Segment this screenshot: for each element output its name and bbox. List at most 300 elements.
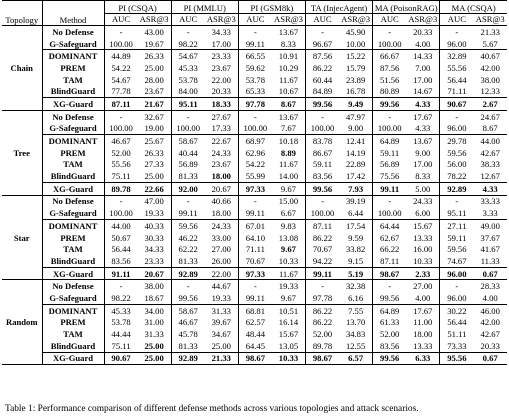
asr-cell: 31.33 <box>205 304 239 316</box>
asr-cell: 3.33 <box>473 207 507 219</box>
header-group: PI (CSQA) <box>104 1 171 14</box>
asr-cell: 23.33 <box>138 255 172 267</box>
auc-cell: 59.11 <box>447 232 467 243</box>
auc-cell: 62.57 <box>245 317 266 328</box>
auc-cell: - <box>186 196 190 207</box>
auc-cell: 45.33 <box>178 62 198 73</box>
auc-cell: 97.33 <box>238 182 272 195</box>
asr-cell: 23.67 <box>138 85 172 97</box>
asr-cell: 16.78 <box>339 85 373 97</box>
method-name: TAM <box>42 74 104 86</box>
asr-cell: 20.33 <box>205 85 239 97</box>
asr-cell: 10.33 <box>272 255 306 267</box>
auc-cell: 56.44 <box>447 317 467 328</box>
method-name: XG-Guard <box>42 267 104 280</box>
auc-cell: 99.11 <box>306 267 340 280</box>
asr-cell: 12.67 <box>473 170 507 182</box>
auc-cell: 44.00 <box>111 220 131 231</box>
asr-cell: 25.67 <box>138 135 172 147</box>
asr-cell: 41.67 <box>480 244 500 255</box>
auc-cell: 92.89 <box>171 267 205 280</box>
asr-cell: 12.55 <box>339 340 373 352</box>
auc-cell: 98.67 <box>306 352 340 365</box>
asr-cell: 6.16 <box>339 292 373 304</box>
asr-cell: 9.00 <box>339 123 373 135</box>
method-name: XG-Guard <box>42 98 104 111</box>
auc-cell: 84.89 <box>306 85 340 97</box>
auc-cell: 64.89 <box>380 136 400 147</box>
asr-cell: 47.97 <box>339 110 373 122</box>
method-name: BlindGuard <box>42 85 104 97</box>
header-auc: AUC <box>447 14 466 24</box>
auc-cell: 96.00 <box>440 267 474 280</box>
table-row <box>2 123 507 135</box>
auc-cell: 59.56 <box>447 147 467 158</box>
asr-cell: 24.33 <box>205 147 239 159</box>
table-row <box>2 62 507 74</box>
auc-cell: 66.22 <box>380 244 400 255</box>
table-row <box>2 74 507 86</box>
asr-cell: 24.33 <box>205 220 239 232</box>
header-asr: ASR@3 <box>406 14 440 26</box>
table-row <box>2 317 507 329</box>
asr-cell: 42.00 <box>480 62 500 73</box>
asr-cell: 44.00 <box>480 136 500 147</box>
auc-cell: 99.11 <box>238 292 272 304</box>
auc-cell: 65.33 <box>238 85 272 97</box>
auc-cell: - <box>455 281 459 292</box>
auc-cell: 51.56 <box>380 74 400 85</box>
asr-cell: 45.90 <box>339 26 373 38</box>
auc-cell: 53.78 <box>111 317 131 328</box>
table-row <box>2 292 507 304</box>
auc-cell: 58.67 <box>178 136 198 147</box>
table-row <box>2 147 507 159</box>
asr-cell: 20.67 <box>205 182 239 195</box>
method-name: TAM <box>42 243 104 255</box>
auc-cell: - <box>388 26 392 37</box>
auc-cell: 71.11 <box>440 85 474 97</box>
auc-cell: 99.56 <box>373 352 407 365</box>
asr-cell: 43.00 <box>138 26 172 38</box>
asr-cell: 18.00 <box>205 170 239 182</box>
asr-cell: 28.33 <box>480 281 500 292</box>
auc-cell: 64.89 <box>380 305 400 316</box>
asr-cell: 19.00 <box>138 123 172 135</box>
asr-cell: 11.67 <box>272 267 306 280</box>
asr-cell: 5.67 <box>473 38 507 50</box>
auc-cell: 99.11 <box>171 207 205 219</box>
method-name: G-Safeguard <box>42 38 104 50</box>
asr-cell: 4.00 <box>473 292 507 304</box>
auc-cell: 99.56 <box>171 292 205 304</box>
header-auc: AUC <box>179 14 198 24</box>
table-row <box>2 267 507 280</box>
auc-cell: 52.00 <box>312 329 333 340</box>
asr-cell: 20.67 <box>138 267 172 280</box>
table-row <box>2 340 507 352</box>
asr-cell: 11.33 <box>473 255 507 267</box>
asr-cell: 25.00 <box>138 352 172 365</box>
asr-cell: 16.00 <box>406 243 440 255</box>
topology-label: Star <box>2 195 42 280</box>
auc-cell: - <box>119 111 123 122</box>
asr-cell: 25.00 <box>138 170 172 182</box>
asr-cell: 17.00 <box>205 38 239 50</box>
asr-cell: 5.00 <box>406 182 440 195</box>
auc-cell: 54.22 <box>245 159 266 170</box>
header-asr: ASR@3 <box>339 14 373 26</box>
asr-cell: 42.67 <box>480 147 500 158</box>
asr-cell: 6.67 <box>272 207 306 219</box>
asr-cell: 31.33 <box>138 328 172 340</box>
method-name: No Defense <box>42 280 104 292</box>
table-row <box>2 135 507 147</box>
method-name: G-Safeguard <box>42 123 104 135</box>
header-asr: ASR@3 <box>205 14 239 26</box>
auc-cell: 87.11 <box>104 98 138 111</box>
asr-cell: 33.33 <box>480 196 500 207</box>
asr-cell: 13.70 <box>339 317 373 329</box>
asr-cell: 7.00 <box>406 62 440 74</box>
auc-cell: 81.33 <box>171 170 205 182</box>
auc-cell: 87.56 <box>380 62 400 73</box>
asr-cell: 38.00 <box>480 74 500 85</box>
auc-cell: 100.00 <box>373 123 407 135</box>
auc-cell: 80.89 <box>373 85 407 97</box>
asr-cell: 38.00 <box>138 280 172 292</box>
method-name: BlindGuard <box>42 170 104 182</box>
asr-cell: 13.08 <box>272 232 306 244</box>
auc-cell: 97.33 <box>238 267 272 280</box>
table-row <box>2 98 507 111</box>
asr-cell: 30.33 <box>138 232 172 244</box>
header-group: PI (GSM8k) <box>238 1 305 14</box>
asr-cell: 17.00 <box>406 159 440 171</box>
auc-cell: 61.33 <box>380 317 400 328</box>
auc-cell: 54.67 <box>111 74 131 85</box>
auc-cell: - <box>321 281 324 292</box>
auc-cell: 96.00 <box>440 123 474 135</box>
auc-cell: - <box>186 281 190 292</box>
auc-cell: 90.67 <box>104 352 138 365</box>
auc-cell: - <box>321 196 324 207</box>
asr-cell: 14.19 <box>339 147 373 159</box>
topology-label: Random <box>2 280 42 365</box>
auc-cell: - <box>321 26 324 37</box>
auc-cell: 64.10 <box>245 232 266 243</box>
asr-cell: 17.54 <box>339 220 373 232</box>
asr-cell: 7.67 <box>272 123 306 135</box>
auc-cell: 70.67 <box>312 244 333 255</box>
asr-cell: 15.00 <box>272 195 306 207</box>
asr-cell: 22.00 <box>205 267 239 280</box>
asr-cell: 18.33 <box>205 98 239 111</box>
asr-cell: 44.67 <box>205 280 239 292</box>
asr-cell: 34.83 <box>339 328 373 340</box>
table-row <box>2 110 507 122</box>
asr-cell: 4.33 <box>473 182 507 195</box>
asr-cell: 13.05 <box>272 340 306 352</box>
asr-cell: 5.19 <box>339 267 373 280</box>
auc-cell: 55.99 <box>238 170 272 182</box>
auc-cell: - <box>119 281 123 292</box>
asr-cell: 8.67 <box>272 98 306 111</box>
auc-cell: 59.11 <box>313 159 333 170</box>
asr-cell: 4.00 <box>406 292 440 304</box>
asr-cell: 47.00 <box>138 195 172 207</box>
auc-cell: 60.44 <box>312 74 333 85</box>
asr-cell: 19.67 <box>138 38 172 50</box>
header-auc: AUC <box>111 14 131 24</box>
auc-cell: 51.11 <box>447 329 467 340</box>
table-row <box>2 50 507 62</box>
table-row <box>2 232 507 244</box>
topology-label: Chain <box>2 26 42 111</box>
table-row <box>2 328 507 340</box>
method-name: No Defense <box>42 110 104 122</box>
asr-cell: 2.33 <box>406 267 440 280</box>
auc-cell: 40.44 <box>178 147 198 158</box>
asr-cell: 9.49 <box>339 98 373 111</box>
asr-cell: 11.67 <box>272 159 306 171</box>
auc-cell: 64.44 <box>380 220 400 231</box>
auc-cell: 97.78 <box>306 292 340 304</box>
asr-cell: 14.33 <box>406 50 440 62</box>
asr-cell: 33.82 <box>339 243 373 255</box>
auc-cell: 95.56 <box>440 352 474 365</box>
asr-cell: 17.42 <box>339 170 373 182</box>
header-group: MA (CSQA) <box>440 1 507 14</box>
asr-cell: 9.00 <box>406 147 440 159</box>
asr-cell: 10.91 <box>272 50 306 62</box>
auc-cell: 99.11 <box>238 207 272 219</box>
auc-cell: 94.22 <box>306 255 340 267</box>
asr-cell: 32.67 <box>138 110 172 122</box>
auc-cell: 73.33 <box>440 340 474 352</box>
auc-cell: 67.01 <box>245 220 266 231</box>
auc-cell: - <box>119 26 123 37</box>
method-name: G-Safeguard <box>42 292 104 304</box>
asr-cell: 31.00 <box>138 317 172 329</box>
header-asr: ASR@3 <box>272 14 306 26</box>
asr-cell: 17.33 <box>205 123 239 135</box>
header-group: MA (PoisonRAG) <box>373 1 440 14</box>
auc-cell: 92.89 <box>171 352 205 365</box>
auc-cell: 29.78 <box>447 136 467 147</box>
auc-cell: 100.00 <box>373 38 407 50</box>
auc-cell: 100.00 <box>104 38 138 50</box>
method-name: No Defense <box>42 26 104 38</box>
asr-cell: 40.33 <box>138 220 172 232</box>
auc-cell: - <box>321 111 324 122</box>
asr-cell: 26.00 <box>205 255 239 267</box>
asr-cell: 22.00 <box>205 74 239 86</box>
asr-cell: 15.67 <box>406 220 440 232</box>
auc-cell: 83.56 <box>104 255 138 267</box>
auc-cell: 46.67 <box>178 317 198 328</box>
asr-cell: 10.00 <box>339 38 373 50</box>
asr-cell: 9.67 <box>272 292 306 304</box>
asr-cell: 9.67 <box>272 182 306 195</box>
asr-cell: 10.33 <box>272 352 306 365</box>
auc-cell: 55.56 <box>111 159 131 170</box>
asr-cell: 26.33 <box>138 50 172 62</box>
asr-cell: 49.00 <box>480 220 500 231</box>
auc-cell: 89.78 <box>104 182 138 195</box>
auc-cell: 44.89 <box>111 51 131 62</box>
auc-cell: 68.81 <box>245 305 266 316</box>
asr-cell: 20.33 <box>406 26 440 38</box>
asr-cell: 40.67 <box>480 51 500 62</box>
asr-cell: 24.67 <box>480 111 500 122</box>
header-method: Method <box>42 1 104 26</box>
auc-cell: - <box>388 196 392 207</box>
auc-cell: 59.62 <box>245 62 266 73</box>
auc-cell: 44.44 <box>111 329 131 340</box>
table-row <box>2 220 507 232</box>
auc-cell: 91.11 <box>104 267 138 280</box>
auc-cell: - <box>253 281 257 292</box>
auc-cell: 62.22 <box>178 244 198 255</box>
auc-cell: - <box>186 26 190 37</box>
asr-cell: 34.67 <box>205 328 239 340</box>
auc-cell: 75.11 <box>104 340 138 352</box>
auc-cell: 99.56 <box>373 292 407 304</box>
auc-cell: 98.67 <box>373 267 407 280</box>
auc-cell: 46.67 <box>111 136 131 147</box>
method-name: DOMINANT <box>42 304 104 316</box>
auc-cell: 59.11 <box>380 147 400 158</box>
asr-cell: 8.67 <box>473 123 507 135</box>
auc-cell: 99.11 <box>373 182 407 195</box>
auc-cell: 52.00 <box>380 329 400 340</box>
auc-cell: 100.00 <box>373 207 407 219</box>
asr-cell: 46.00 <box>480 305 500 316</box>
asr-cell: 0.67 <box>473 352 507 365</box>
asr-cell: 23.67 <box>205 62 239 74</box>
auc-cell: 95.11 <box>440 207 474 219</box>
table-row <box>2 280 507 292</box>
method-name: XG-Guard <box>42 182 104 195</box>
asr-cell: 34.33 <box>138 243 172 255</box>
asr-cell: 8.33 <box>272 38 306 50</box>
auc-cell: 75.56 <box>373 170 407 182</box>
method-name: PREM <box>42 62 104 74</box>
asr-cell: 25.00 <box>205 340 239 352</box>
auc-cell: 97.78 <box>238 98 272 111</box>
auc-cell: 100.00 <box>104 207 138 219</box>
auc-cell: 62.96 <box>245 147 266 158</box>
asr-cell: 16.14 <box>272 317 306 329</box>
asr-cell: 6.44 <box>339 207 373 219</box>
auc-cell: 100.00 <box>306 207 340 219</box>
asr-cell: 22.89 <box>339 159 373 171</box>
asr-cell: 9.59 <box>339 232 373 244</box>
auc-cell: 96.00 <box>440 292 474 304</box>
auc-cell: 100.00 <box>171 123 205 135</box>
auc-cell: 78.22 <box>440 170 474 182</box>
asr-cell: 10.33 <box>406 255 440 267</box>
asr-cell: 17.00 <box>406 74 440 86</box>
asr-cell: 40.66 <box>205 195 239 207</box>
header-asr: ASR@3 <box>138 14 172 26</box>
asr-cell: 34.33 <box>205 26 239 38</box>
auc-cell: 86.67 <box>312 147 333 158</box>
auc-cell: 95.11 <box>171 98 205 111</box>
asr-cell: 24.33 <box>406 195 440 207</box>
auc-cell: 86.22 <box>312 62 333 73</box>
header-auc: AUC <box>246 14 265 24</box>
auc-cell: 56.44 <box>111 244 131 255</box>
auc-cell: 66.55 <box>245 51 266 62</box>
auc-cell: 83.56 <box>373 340 407 352</box>
asr-cell: 18.67 <box>138 292 172 304</box>
auc-cell: 99.56 <box>373 98 407 111</box>
asr-cell: 13.33 <box>406 232 440 244</box>
auc-cell: - <box>119 196 123 207</box>
method-name: DOMINANT <box>42 50 104 62</box>
auc-cell: - <box>253 196 257 207</box>
asr-cell: 38.33 <box>480 159 500 170</box>
auc-cell: 48.44 <box>245 329 266 340</box>
method-name: PREM <box>42 317 104 329</box>
auc-cell: 96.00 <box>440 38 474 50</box>
table-row <box>2 182 507 195</box>
auc-cell: 98.22 <box>104 292 138 304</box>
asr-cell: 37.67 <box>480 232 500 243</box>
auc-cell: 56.89 <box>178 159 198 170</box>
auc-cell: 77.78 <box>104 85 138 97</box>
auc-cell: 68.97 <box>245 136 266 147</box>
table-row <box>2 243 507 255</box>
asr-cell: 13.33 <box>406 340 440 352</box>
auc-cell: - <box>455 26 459 37</box>
auc-cell: 92.00 <box>171 182 205 195</box>
auc-cell: 98.22 <box>171 38 205 50</box>
asr-cell: 6.33 <box>406 352 440 365</box>
asr-cell: 27.67 <box>205 110 239 122</box>
auc-cell: 58.67 <box>178 305 198 316</box>
auc-cell: 86.22 <box>312 232 333 243</box>
asr-cell: 39.67 <box>205 317 239 329</box>
auc-cell: 52.00 <box>111 147 131 158</box>
auc-cell: 86.22 <box>312 317 333 328</box>
asr-cell: 20.33 <box>473 340 507 352</box>
auc-cell: 56.00 <box>447 159 467 170</box>
table-body <box>2 26 507 365</box>
asr-cell: 13.67 <box>272 110 306 122</box>
auc-cell: 64.45 <box>238 340 272 352</box>
asr-cell: 12.33 <box>473 85 507 97</box>
method-name: G-Safeguard <box>42 207 104 219</box>
asr-cell: 9.83 <box>272 220 306 232</box>
asr-cell: 22.67 <box>205 135 239 147</box>
asr-cell: 12.41 <box>339 135 373 147</box>
asr-cell: 19.33 <box>138 207 172 219</box>
auc-cell: 87.11 <box>313 220 333 231</box>
table-row <box>2 255 507 267</box>
auc-cell: - <box>388 281 392 292</box>
auc-cell: 86.22 <box>312 305 333 316</box>
method-name: No Defense <box>42 195 104 207</box>
auc-cell: 45.33 <box>111 305 131 316</box>
header-asr: ASR@3 <box>475 14 505 24</box>
table-row <box>2 207 507 219</box>
asr-cell: 25.00 <box>138 62 172 74</box>
table-row <box>2 159 507 171</box>
auc-cell: 59.56 <box>447 244 467 255</box>
